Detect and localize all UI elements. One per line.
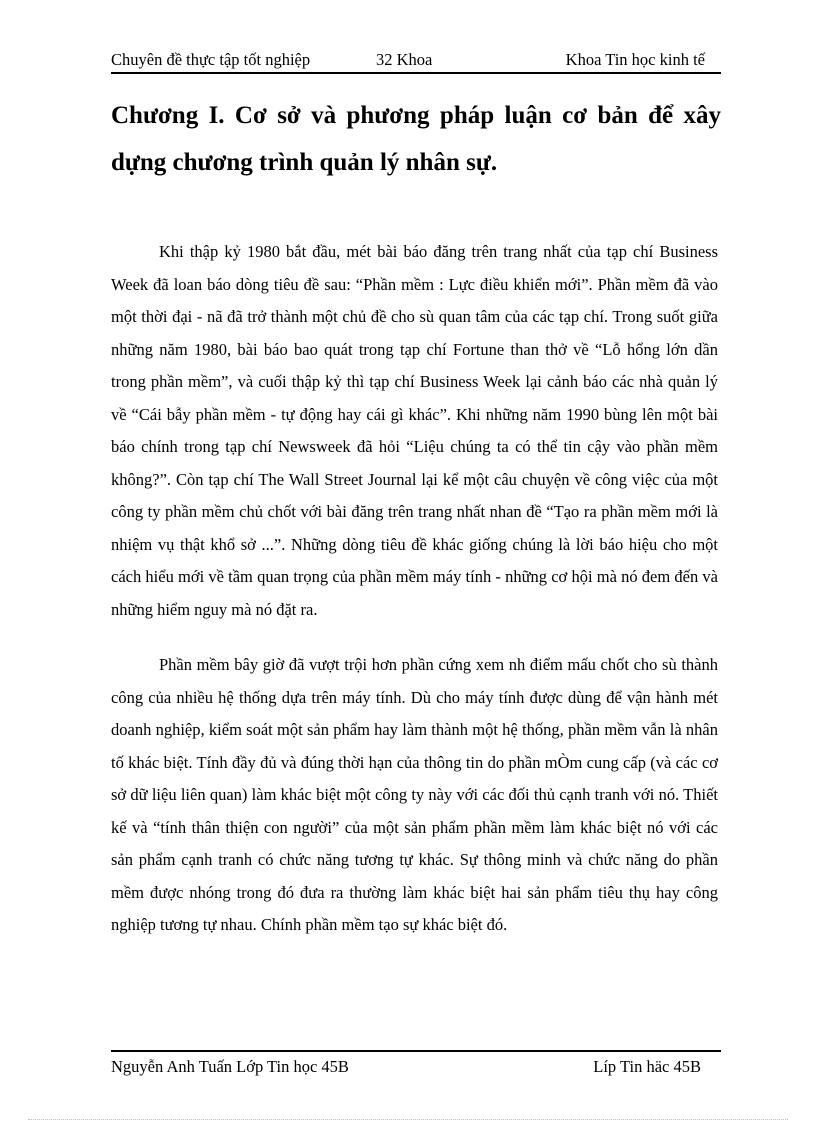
footer-divider — [111, 1050, 721, 1052]
page-header — [111, 50, 721, 72]
paragraph-1: Khi thập kỷ 1980 bắt đầu, mét bài báo đăng trên trang nhất của tạp chí Business Week đã loan báo dòng tiêu đề sau: “Phần mềm : Lực điều khiển mới”. Phần mềm đã vào một thời đại - nã đã trở thành một chủ đề cho sù quan tâm của các tạp chí. Trong suốt giữa những năm 1980, bài báo bao quát trong tạp chí Fortune than thở về “Lỗ hổng lớn dần trong phần mềm”, và cuối thập kỷ thì tạp chí Business Week lại cảnh báo các nhà quản lý về “Cái bẫy phần mềm - tự động hay cái gì khác”. Khi những năm 1990 bùng lên một bài báo chính trong tạp chí Newsweek đã hỏi “Liệu chúng ta có thể tin cậy vào phần mềm không?”. Còn tạp chí The Wall Street Journal lại kể một câu chuyện về công việc của một công ty phần mềm chủ chốt với bài đăng trên trang nhất nhan đề “Tạo ra phần mềm mới là nhiệm vụ thật khổ sở ...”. Những dòng tiêu đề khác giống chúng là lời báo hiệu cho một cách hiểu mới về tầm quan trọng của phần mềm máy tính - những cơ hội mà nó đem đến và những hiểm nguy mà nó đặt ra. — [111, 242, 718, 619]
header-left-text: Chuyên đề thực tập tốt nghiệp — [111, 50, 311, 69]
page-footer — [111, 1057, 721, 1079]
chapter-title: Chương I. Cơ sở và phương pháp luận cơ bản để xây dựng chương trình quản lý nhân sự. — [111, 102, 721, 176]
paragraph-2: Phần mềm bây giờ đã vượt trội hơn phần cứng xem nh điểm mấu chốt cho sù thành công của nhiều hệ thống dựa trên máy tính. Dù cho máy tính được dùng để vận hành mét doanh nghiệp, kiểm soát một sản phẩm hay làm thành một hệ thống, phần mềm vẫn là nhân tố khác biệt. Tính đầy đủ và đúng thời hạn của thông tin do phần mÒm cung cấp (và các cơ sở dữ liệu liên quan) làm khác biệt một công ty này với các đối thủ cạnh tranh với nó. Thiết kế và “tính thân thiện con người” của một sản phẩm phần mềm làm khác biệt nó với các sản phẩm cạnh tranh có chức năng tương tự khác. Sự thông minh và chức năng do phần mềm được nhóng trong đó đưa ra thường làm khác biệt hai sản phẩm tiêu thụ hay công nghiệp tương tự nhau. Chính phần mềm tạo sự khác biệt đó. — [111, 655, 718, 934]
body-text — [111, 236, 718, 942]
page-bottom-edge — [28, 1119, 788, 1120]
footer-left-text: Nguyễn Anh Tuấn Lớp Tin học 45B — [111, 1057, 349, 1076]
header-right-text: Khoa Tin học kinh tế — [565, 50, 705, 69]
footer-right-text: Líp Tin häc 45B — [593, 1057, 701, 1076]
header-middle-text: 32 Khoa — [376, 50, 433, 69]
header-divider — [111, 72, 721, 74]
